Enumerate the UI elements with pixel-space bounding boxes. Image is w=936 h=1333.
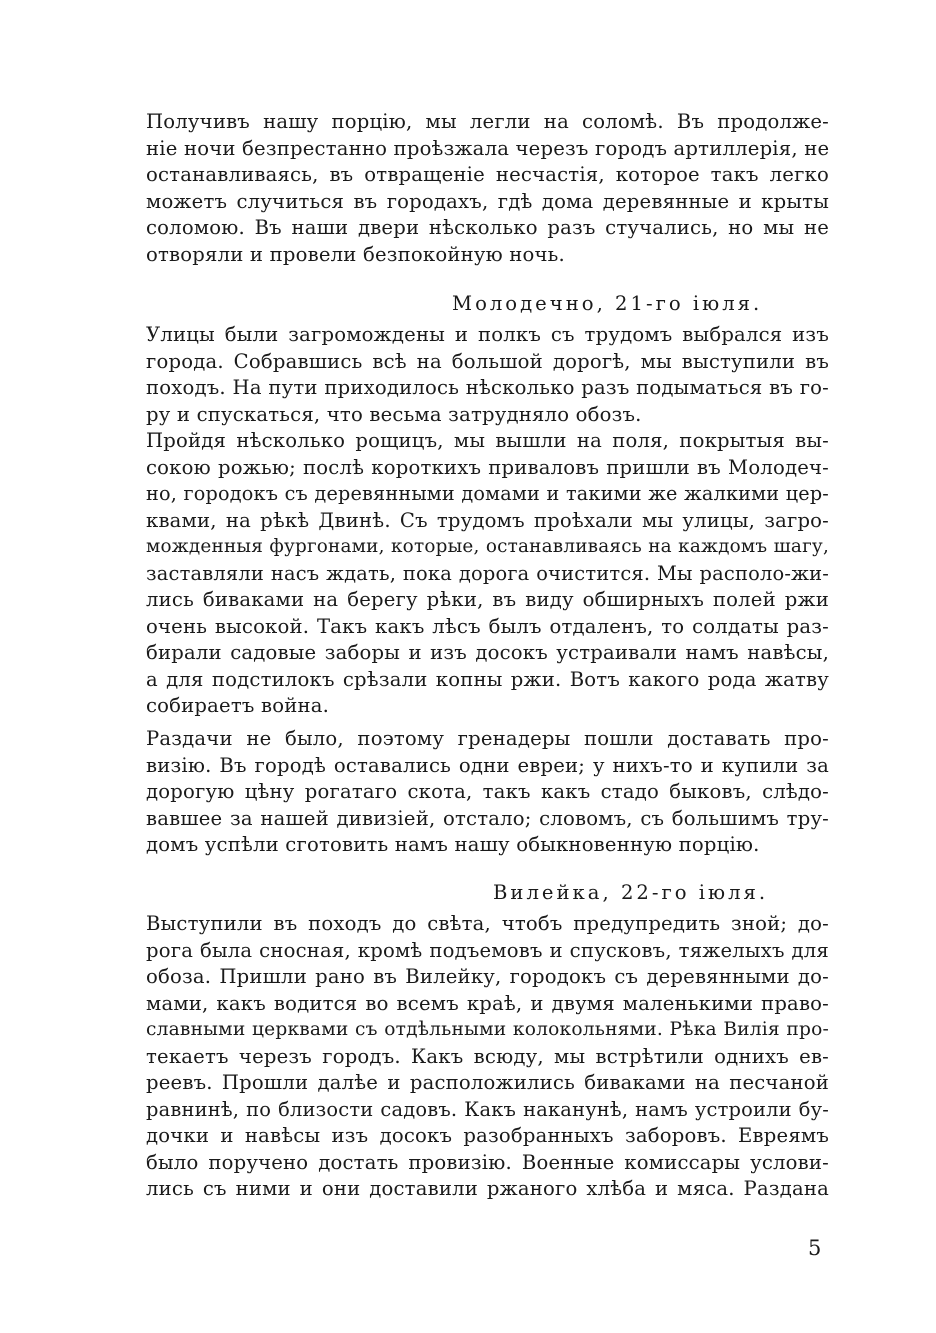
text-line: славными церквами съ отдѣльными колокольнями. Рѣка Вилія про- (146, 1019, 829, 1040)
text-line: рога была сносная, кромѣ подъемовъ и спусковъ, тяжелыхъ для (146, 938, 829, 962)
text-line: ніе ночи безпрестанно проѣзжала черезъ городъ артиллерія, не (146, 136, 830, 160)
text-line: собираетъ война. (146, 694, 330, 717)
text-line: мами, какъ водится во всемъ краѣ, и двумя маленькими право- (146, 991, 829, 1015)
text-line: соломою. Въ наши двери нѣсколько разъ стучались, но мы не (146, 216, 829, 239)
text-line: можденныя фургонами, которые, останавливаясь на каждомъ шагу, (146, 536, 829, 557)
text-line: было поручено достать провизію. Военные комиссары услови- (146, 1150, 829, 1174)
text-line: реевъ. Прошли далѣе и расположились биваками на песчаной (146, 1071, 829, 1094)
text-line: Раздачи не было, поэтому гренадеры пошли доставать про- (146, 727, 829, 750)
section-heading-vileyka: Вилейка, 22-го іюля. (493, 881, 769, 904)
text-line: визію. Въ городѣ оставались одни евреи; у нихъ-то и купили за (146, 753, 829, 777)
text-line: вавшее за нашей дивизіей, отстало; словомъ, съ большимъ тру- (146, 806, 829, 830)
page-number: 5 (808, 1236, 822, 1260)
text-line: обоза. Пришли рано въ Вилейку, городокъ съ деревянными до- (146, 965, 829, 988)
text-line: Улицы были загромождены и полкъ съ трудомъ выбрался изъ (146, 323, 829, 346)
text-line: ру и спускаться, что весьма затрудняло обозъ. (146, 402, 642, 426)
paragraph-5 (146, 911, 829, 1203)
text-line: текаетъ черезъ городъ. Какъ всюду, мы встрѣтили однихъ ев- (146, 1044, 829, 1068)
text-line: лись биваками на берегу рѣки, въ виду обширныхъ полей ржи (146, 588, 829, 611)
text-line: сокою рожью; послѣ короткихъ приваловъ пришли въ Молодеч- (146, 455, 829, 479)
text-line: дочки и навѣсы изъ досокъ разобранныхъ заборовъ. Евреямъ (146, 1124, 829, 1147)
paragraph-2 (146, 322, 829, 428)
section-heading-molodechno: Молодечно, 21-го іюля. (452, 292, 763, 315)
text-line: равнинѣ, по близости садовъ. Какъ наканунѣ, намъ устроили бу- (146, 1097, 829, 1121)
text-line: города. Собравшись всѣ на большой дорогѣ, мы выступили въ (146, 349, 829, 373)
text-line: бирали садовые заборы и изъ досокъ устраивали намъ навѣсы, (146, 641, 829, 664)
text-line: лись съ ними и они доставили ржаного хлѣба и мяса. Раздана (146, 1177, 829, 1200)
paragraph-1 (146, 109, 829, 268)
text-line: квами, на рѣкѣ Двинѣ. Съ трудомъ проѣхали мы улицы, загро- (146, 508, 829, 532)
text-line: походъ. На пути приходилось нѣсколько разъ подыматься въ го- (146, 376, 829, 399)
text-line: но, городокъ съ деревянными домами и такими же жалкими цер- (146, 482, 829, 505)
text-line: домъ успѣли сготовить намъ нашу обыкновенную порцію. (146, 833, 760, 856)
paragraph-4 (146, 726, 829, 859)
text-line: Выступили въ походъ до свѣта, чтобъ предупредить зной; до- (146, 912, 829, 935)
text-line: Получивъ нашу порцію, мы легли на соломѣ. Въ продолже- (146, 110, 829, 133)
text-line: Пройдя нѣсколько рощицъ, мы вышли на поля, покрытыя вы- (146, 429, 829, 452)
text-line: очень высокой. Такъ какъ лѣсъ былъ отдаленъ, то солдаты раз- (146, 614, 829, 638)
text-line: можетъ случиться въ городахъ, гдѣ дома деревянные и крыты (146, 189, 829, 213)
text-line: а для подстилокъ срѣзали копны ржи. Вотъ какого рода жатву (146, 667, 829, 691)
text-line: заставляли насъ ждать, пока дорога очистится. Мы располо-жи- (146, 561, 829, 585)
text-line: отворяли и провели безпокойную ночь. (146, 242, 565, 266)
paragraph-3 (146, 428, 829, 720)
text-line: дорогую цѣну рогатаго скота, такъ какъ стадо быковъ, слѣдо- (146, 780, 829, 803)
text-line: останавливаясь, въ отвращеніе несчастія, которое такъ легко (146, 163, 829, 186)
